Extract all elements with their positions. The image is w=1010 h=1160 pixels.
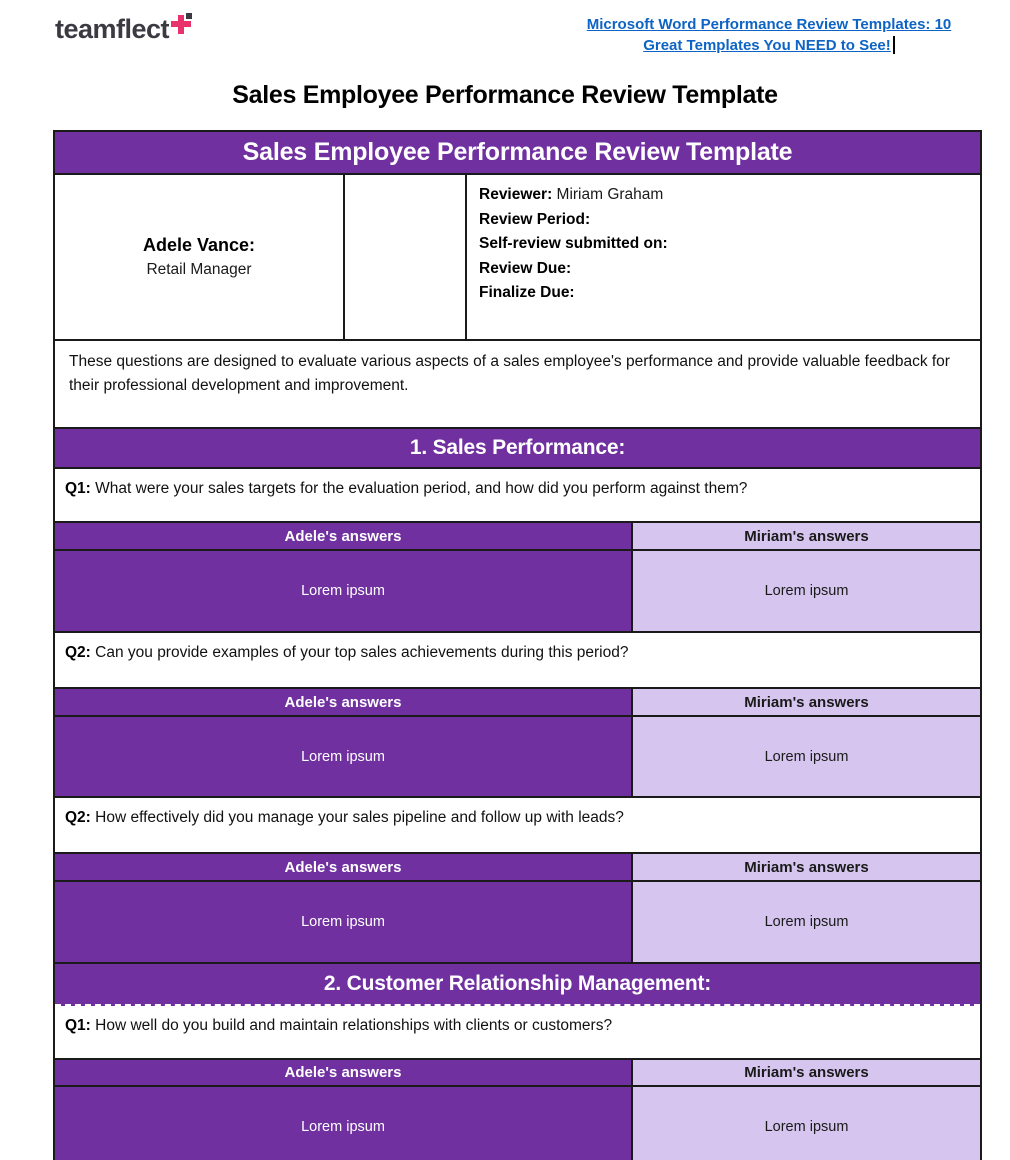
adele-answer-cell[interactable]: Lorem ipsum [55, 1087, 633, 1160]
question-label: Q2: [65, 809, 91, 826]
answers-header-row [55, 852, 980, 880]
employee-info-row [55, 173, 980, 339]
question-text: How effectively did you manage your sales pipeline and follow up with leads? [90, 809, 624, 826]
reviewer-line [479, 183, 968, 208]
miriam-answers-header: Miriam's answers [633, 1060, 980, 1085]
text-cursor [893, 36, 895, 54]
document-header [0, 0, 1010, 62]
table-title-banner: Sales Employee Performance Review Template [55, 132, 980, 173]
adele-answers-header: Adele's answers [55, 1060, 633, 1085]
section-2-banner: 2. Customer Relationship Management: [55, 962, 980, 1006]
miriam-answer-cell[interactable]: Lorem ipsum [633, 717, 980, 796]
question-text: How well do you build and maintain relationships with clients or customers? [90, 1017, 613, 1034]
miriam-answers-header: Miriam's answers [633, 523, 980, 549]
header-hyperlink-line1[interactable]: Microsoft Word Performance Review Templates: 10 [586, 16, 952, 33]
answers-header-row [55, 1058, 980, 1085]
answers-row [55, 715, 980, 796]
adele-answer-cell[interactable]: Lorem ipsum [55, 551, 633, 631]
answers-row [55, 549, 980, 631]
review-period-line [479, 208, 968, 233]
header-hyperlink[interactable] [583, 14, 955, 56]
employee-role: Retail Manager [146, 261, 252, 278]
employee-name: Adele Vance: [142, 235, 256, 255]
question-row [55, 631, 980, 687]
reviewer-label: Reviewer: [479, 186, 553, 203]
miriam-answers-header: Miriam's answers [633, 854, 980, 880]
answers-header-row [55, 687, 980, 715]
miriam-answer-cell[interactable]: Lorem ipsum [633, 1087, 980, 1160]
question-row [55, 467, 980, 521]
reviewer-value: Miriam Graham [552, 186, 664, 203]
adele-answers-header: Adele's answers [55, 689, 633, 715]
question-text: What were your sales targets for the evaluation period, and how did you perform against them? [90, 480, 748, 497]
employee-cell [55, 175, 345, 339]
answers-row [55, 1085, 980, 1160]
empty-cell [345, 175, 467, 339]
answers-row [55, 880, 980, 962]
adele-answers-header: Adele's answers [55, 854, 633, 880]
question-label: Q1: [65, 480, 91, 497]
document-title: Sales Employee Performance Review Template [232, 81, 778, 109]
question-text: Can you provide examples of your top sales achievements during this period? [90, 644, 629, 661]
question-row [55, 1006, 980, 1058]
teamflect-logo [55, 14, 193, 44]
question-label: Q2: [65, 644, 91, 661]
review-due-label: Review Due: [479, 259, 572, 277]
self-review-line [479, 232, 968, 257]
review-table [53, 130, 982, 1160]
finalize-due-line [479, 281, 968, 306]
review-meta-cell [467, 175, 980, 339]
section-1-banner: 1. Sales Performance: [55, 427, 980, 467]
plus-icon [170, 10, 193, 36]
finalize-due-label: Finalize Due: [479, 284, 575, 302]
adele-answer-cell[interactable]: Lorem ipsum [55, 882, 633, 962]
question-label: Q1: [65, 1017, 91, 1034]
header-hyperlink-line2[interactable]: Great Templates You NEED to See! [643, 37, 891, 54]
question-row [55, 796, 980, 852]
review-period-label: Review Period: [479, 210, 591, 228]
review-due-line [479, 257, 968, 282]
miriam-answer-cell[interactable]: Lorem ipsum [633, 551, 980, 631]
description-text: These questions are designed to evaluate various aspects of a sales employee's performance and provide valuable feedback for their professional development and improvement. [55, 339, 980, 427]
self-review-label: Self-review submitted on: [479, 235, 668, 253]
adele-answers-header: Adele's answers [55, 523, 633, 549]
adele-answer-cell[interactable]: Lorem ipsum [55, 717, 633, 796]
miriam-answers-header: Miriam's answers [633, 689, 980, 715]
miriam-answer-cell[interactable]: Lorem ipsum [633, 882, 980, 962]
answers-header-row [55, 521, 980, 549]
logo-text: teamflect [55, 14, 170, 44]
